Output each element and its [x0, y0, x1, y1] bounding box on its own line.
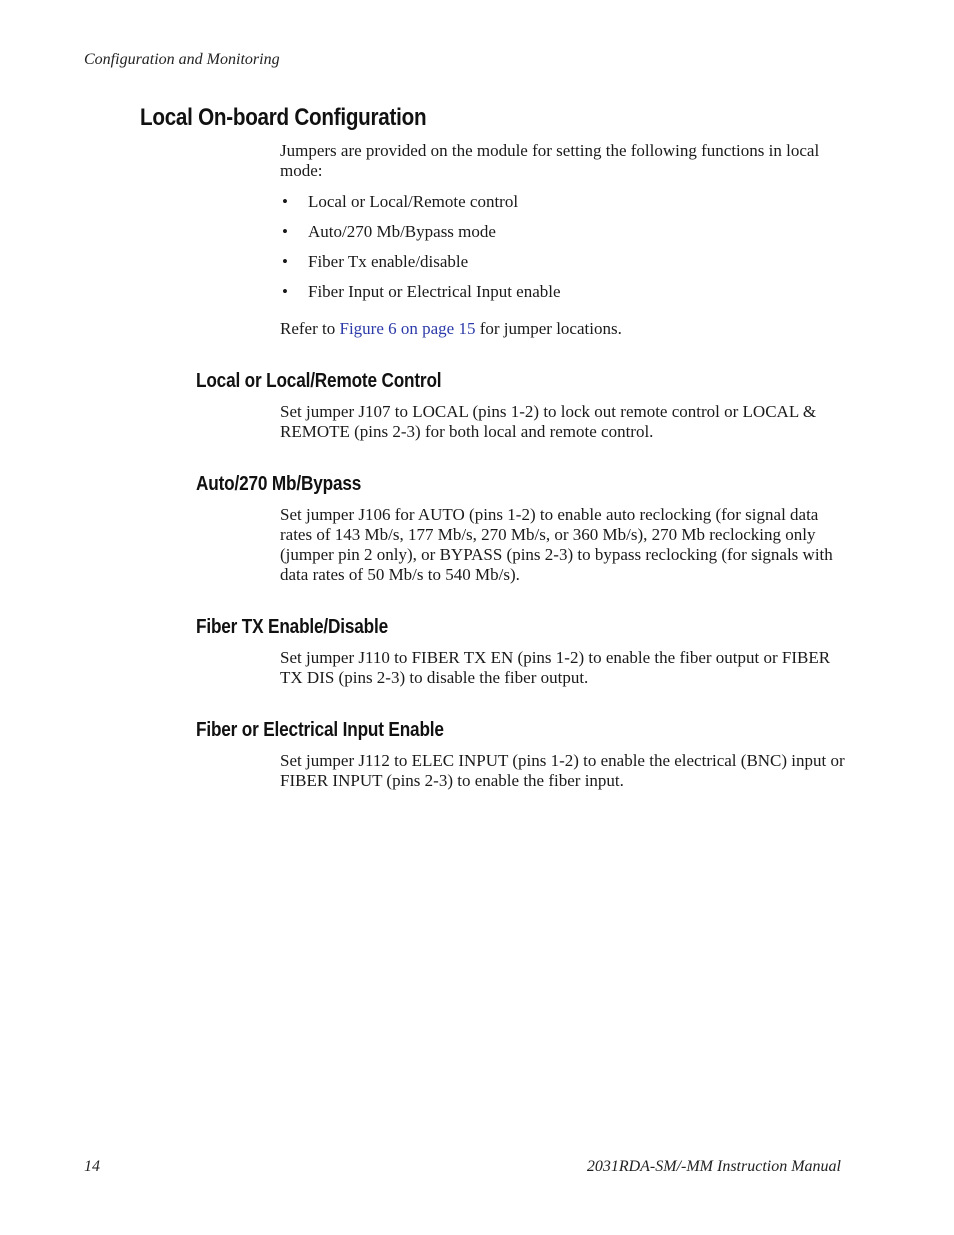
section-heading-input-enable: Fiber or Electrical Input Enable — [196, 719, 444, 741]
running-header: Configuration and Monitoring — [84, 51, 280, 68]
section-heading-fiber-tx: Fiber TX Enable/Disable — [196, 616, 388, 638]
page-title: Local On-board Configuration — [140, 104, 427, 131]
section-body-fiber-tx: Set jumper J110 to FIBER TX EN (pins 1-2) to enable the fiber output or FIBER TX DIS (pins 2-3) to disable the fiber output. — [280, 648, 831, 687]
list-item-text: Fiber Input or Electrical Input enable — [308, 282, 561, 301]
intro-paragraph: Jumpers are provided on the module for setting the following functions in local mode: — [280, 141, 820, 180]
refer-suffix: for jumper locations. — [475, 319, 622, 338]
list-item — [280, 282, 840, 312]
section-heading-auto-bypass: Auto/270 Mb/Bypass — [196, 473, 362, 495]
list-item-text: Local or Local/Remote control — [308, 192, 519, 211]
manual-title: 2031RDA-SM/-MM Instruction Manual — [586, 1158, 841, 1175]
refer-prefix: Refer to — [280, 319, 340, 338]
section-body-auto-bypass: Set jumper J106 for AUTO (pins 1-2) to enable auto reclocking (for signal data rates of 143 Mb/s, 177 Mb/s, 270 Mb/s, or 360 Mb/s), 270 Mb reclocking only (jumper pin 2 only), or BYPASS (pins 2-3) to bypass reclocking (for signals with data rates of 50 Mb/s to 540 Mb/s). — [280, 505, 833, 584]
list-item-text: Fiber Tx enable/disable — [308, 252, 469, 271]
section-body-local-remote: Set jumper J107 to LOCAL (pins 1-2) to lock out remote control or LOCAL & REMOTE (pins 2-3) for both local and remote control. — [280, 402, 817, 441]
bullet-icon: • — [282, 222, 288, 241]
section-heading-local-remote: Local or Local/Remote Control — [196, 370, 442, 392]
section-body-input-enable: Set jumper J112 to ELEC INPUT (pins 1-2) to enable the electrical (BNC) input or FIBER INPUT (pins 2-3) to enable the fiber input. — [280, 751, 845, 790]
bullet-icon: • — [282, 282, 288, 301]
list-item — [280, 222, 840, 252]
figure-cross-reference-link[interactable]: Figure 6 on page 15 — [339, 319, 476, 338]
page-number: 14 — [84, 1158, 100, 1175]
bullet-icon: • — [282, 192, 288, 211]
list-item-text: Auto/270 Mb/Bypass mode — [308, 222, 496, 241]
refer-paragraph — [280, 319, 845, 339]
list-item — [280, 252, 840, 282]
function-list — [280, 192, 840, 312]
bullet-icon: • — [282, 252, 288, 271]
list-item — [280, 192, 840, 222]
